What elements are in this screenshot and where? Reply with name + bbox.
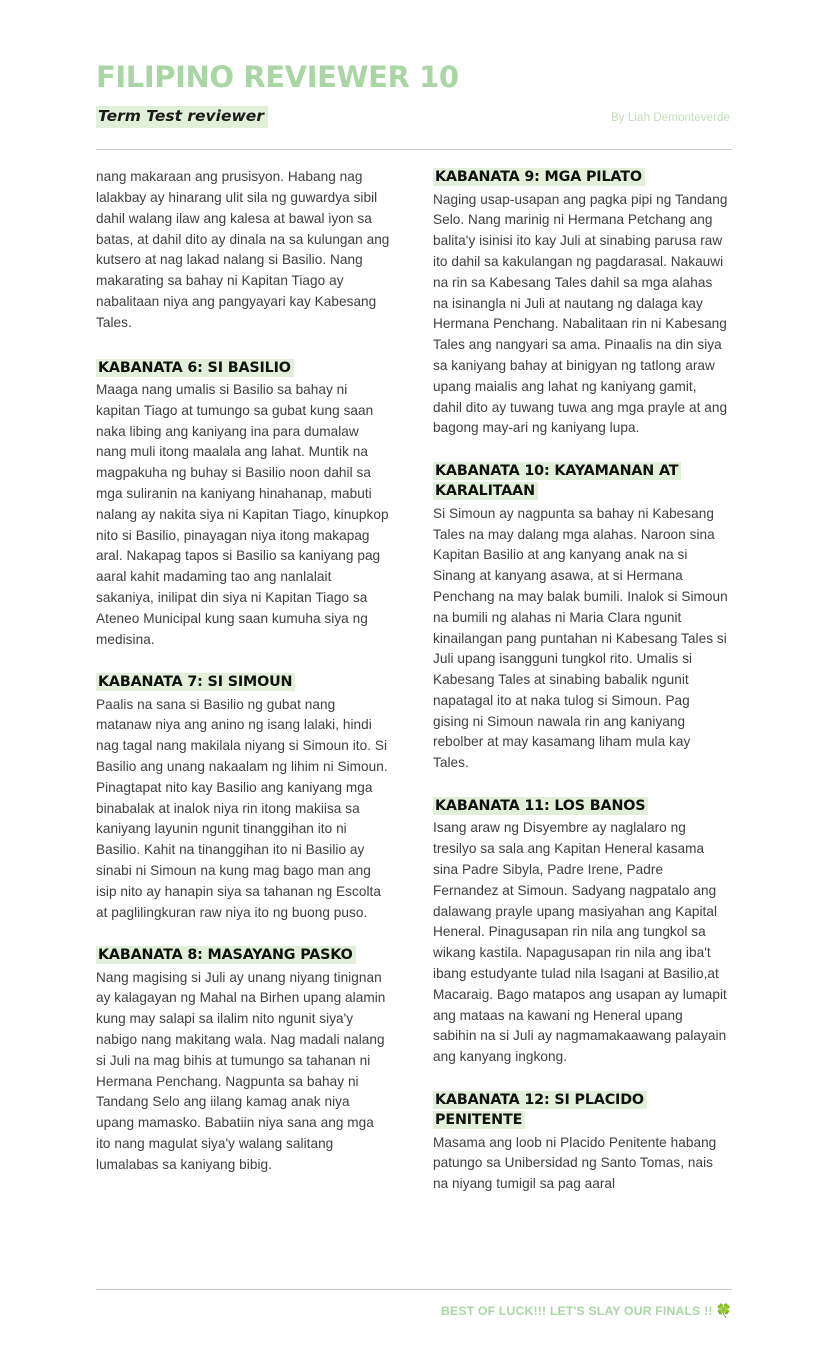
section-heading-text: KABANATA 7: SI SIMOUN: [96, 673, 295, 691]
document-subtitle: Term Test reviewer: [96, 106, 268, 128]
section-kabanata-7: [96, 672, 391, 923]
author-byline: By Liah Demonteverde: [611, 111, 730, 124]
document-header: [96, 0, 732, 150]
section-body: Naging usap-usapan ang pagka pipi ng Tandang Selo. Nang marinig ni Hermana Petchang ang balita'y isinisi ito kay Juli at sinabing parusa raw ito dahil sa kakulangan ng pagdarasal. Nakauwi na rin sa Kabesang Tales dahil sa mga alahas na isinangla ni Juli at nautang ng dalaga kay Hermana Penchang. Nabalitaan rin ni Kabesang Tales ang nangyari sa ama. Pinaalis na din siya sa kaniyang bahay at binigyan ng tatlong araw upang maialis ang lahat ng kaniyang gamit, dahil dito ay tuwang tuwa ang mga prayle at ang bagong may-ari ng kaniyang lupa.: [433, 191, 728, 436]
footer-message: [96, 1303, 732, 1319]
right-column: [433, 167, 728, 1195]
section-kabanata-9: [433, 167, 728, 439]
section-heading-text: KABANATA 12: SI PLACIDO PENITENTE: [433, 1091, 647, 1129]
section-heading-text: KABANATA 6: SI BASILIO: [96, 359, 294, 377]
section-heading: [433, 1090, 728, 1131]
section-kabanata-8: [96, 945, 391, 1175]
header-divider: [96, 149, 732, 150]
section-kabanata-10: [433, 461, 728, 774]
section-heading-text: KABANATA 8: MASAYANG PASKO: [96, 946, 356, 964]
section-body: Nang magising si Juli ay unang niyang tinignan ay kalagayan ng Mahal na Birhen upang alamin kung may salapi sa ilalim nito ngunit siya'y nabigo nang makitang wala. Nag madali nalang si Juli na mag bihis at tumungo sa tahanan ni Hermana Penchang. Nagpunta sa bahay ni Tandang Selo ang iilang kamag anak niya upang mamasko. Babatiin niya sana ang mga ito nang magulat siya'y walang salitang lumalabas sa kaniyang bibig.: [96, 969, 386, 1172]
footer-divider: [96, 1289, 732, 1290]
content-columns: [96, 167, 732, 1195]
page-title: FILIPINO REVIEWER 10: [96, 60, 459, 94]
clover-icon: 🍀: [715, 1303, 732, 1318]
section-kabanata-11: [433, 796, 728, 1068]
footer-message-text: BEST OF LUCK!!! LET'S SLAY OUR FINALS !!: [441, 1304, 713, 1318]
section-body: Paalis na sana si Basilio ng gubat nang matanaw niya ang anino ng isang lalaki, hindi nag tagal nang makilala niyang si Simoun ito. Si Basilio ang unang nakaalam ng lihim ni Simoun. Pinagtapat nito kay Basilio ang kaniyang mga binabalak at inalok niya rin itong makiisa sa kaniyang layunin ngunit tinanggihan ito ni Basilio. Kahit na tinanggihan ito ni Basilio ay sinabi ni Simoun na kung mag bago man ang isip nito ay hanapin siya sa tahanan ng Escolta at paglilingkuran raw niya ito ng buong puso.: [96, 696, 388, 920]
section-body: Masama ang loob ni Placido Penitente habang patungo sa Unibersidad ng Santo Tomas, nais na niyang tumigil sa pag aaral: [433, 1134, 717, 1192]
section-heading-text: KABANATA 11: LOS BANOS: [433, 797, 648, 815]
section-heading: [96, 945, 391, 965]
section-body: Maaga nang umalis si Basilio sa bahay ni kapitan Tiago at tumungo sa gubat kung saan naka libing ang kaniyang ina para dumalaw nang muli itong maalala ang lahat. Muntik na magpakuha ng buhay si Basilio noon dahil sa mga suliranin na kaniyang hinahanap, mabuti nalang ay nakita siya ni Kapitan Tiago, kinupkop nito si Basilio, pinayagan niya itong makapag aral. Nakapag tapos si Basilio sa kaniyang pag aaral kahit madaming tao ang nanlalait sakaniya, inilipat din siya ni Kapitan Tiago sa Ateneo Municipal kung saan kumuha siya ng medisina.: [96, 381, 389, 647]
left-column: [96, 167, 391, 1195]
section-kabanata-6: [96, 358, 391, 651]
section-continuation: [96, 167, 391, 333]
section-heading: [96, 672, 391, 692]
section-heading: [433, 167, 728, 187]
section-heading: [433, 796, 728, 816]
section-kabanata-12: [433, 1090, 728, 1195]
section-heading: [433, 461, 728, 502]
section-body: nang makaraan ang prusisyon. Habang nag lalakbay ay hinarang ulit sila ng guwardya sibil dahil walang ilaw ang kalesa at bawal iyon sa batas, at dahil dito ay dinala na sa kulungan ang kutsero at nag lakad nalang si Basilio. Nang makarating sa bahay ni Kapitan Tiago ay nabalitaan niya ang pangyayari kay Kabesang Tales.: [96, 169, 390, 330]
document-footer: [96, 1289, 732, 1319]
section-heading-text: KABANATA 9: MGA PILATO: [433, 168, 645, 186]
section-heading: [96, 358, 391, 378]
section-body: Isang araw ng Disyembre ay naglalaro ng tresilyo sa sala ang Kapitan Heneral kasama sina Padre Sibyla, Padre Irene, Padre Fernandez at Simoun. Sadyang nagpatalo ang dalawang prayle upang masiyahan ang Kapital Heneral. Pinagusapan rin nila ang tungkol sa wikang kastila. Napagusapan rin nila ang iba't ibang estudyante tulad nila Isagani at Basilio,at Macaraig. Bago matapos ang usapan ay lumapit ang mataas na kawani ng Heneral upang sabihin na si Juli ay nagmamakaawang palayain ang kanyang ingkong.: [433, 820, 727, 1065]
section-heading-text: KABANATA 10: KAYAMANAN AT KARALITAAN: [433, 462, 681, 500]
section-body: Si Simoun ay nagpunta sa bahay ni Kabesang Tales na may dalang mga alahas. Naroon sina Kapitan Basilio at ang kanyang anak na si Sinang at kanyang asawa, at si Hermana Penchang na may balak bumili. Inalok si Simoun na bumili ng alahas ni Maria Clara ngunit kinailangan pang puntahan ni Kabesang Tales si Juli upang isangguni tungkol rito. Umalis si Kabesang Tales at sinabing babalik ngunit napatagal ito at naka tulog si Simoun. Pag gising ni Simoun nawala rin ang kaniyang rebolber at may kasamang liham mula kay Tales.: [433, 505, 728, 771]
subtitle-row: [96, 106, 732, 128]
